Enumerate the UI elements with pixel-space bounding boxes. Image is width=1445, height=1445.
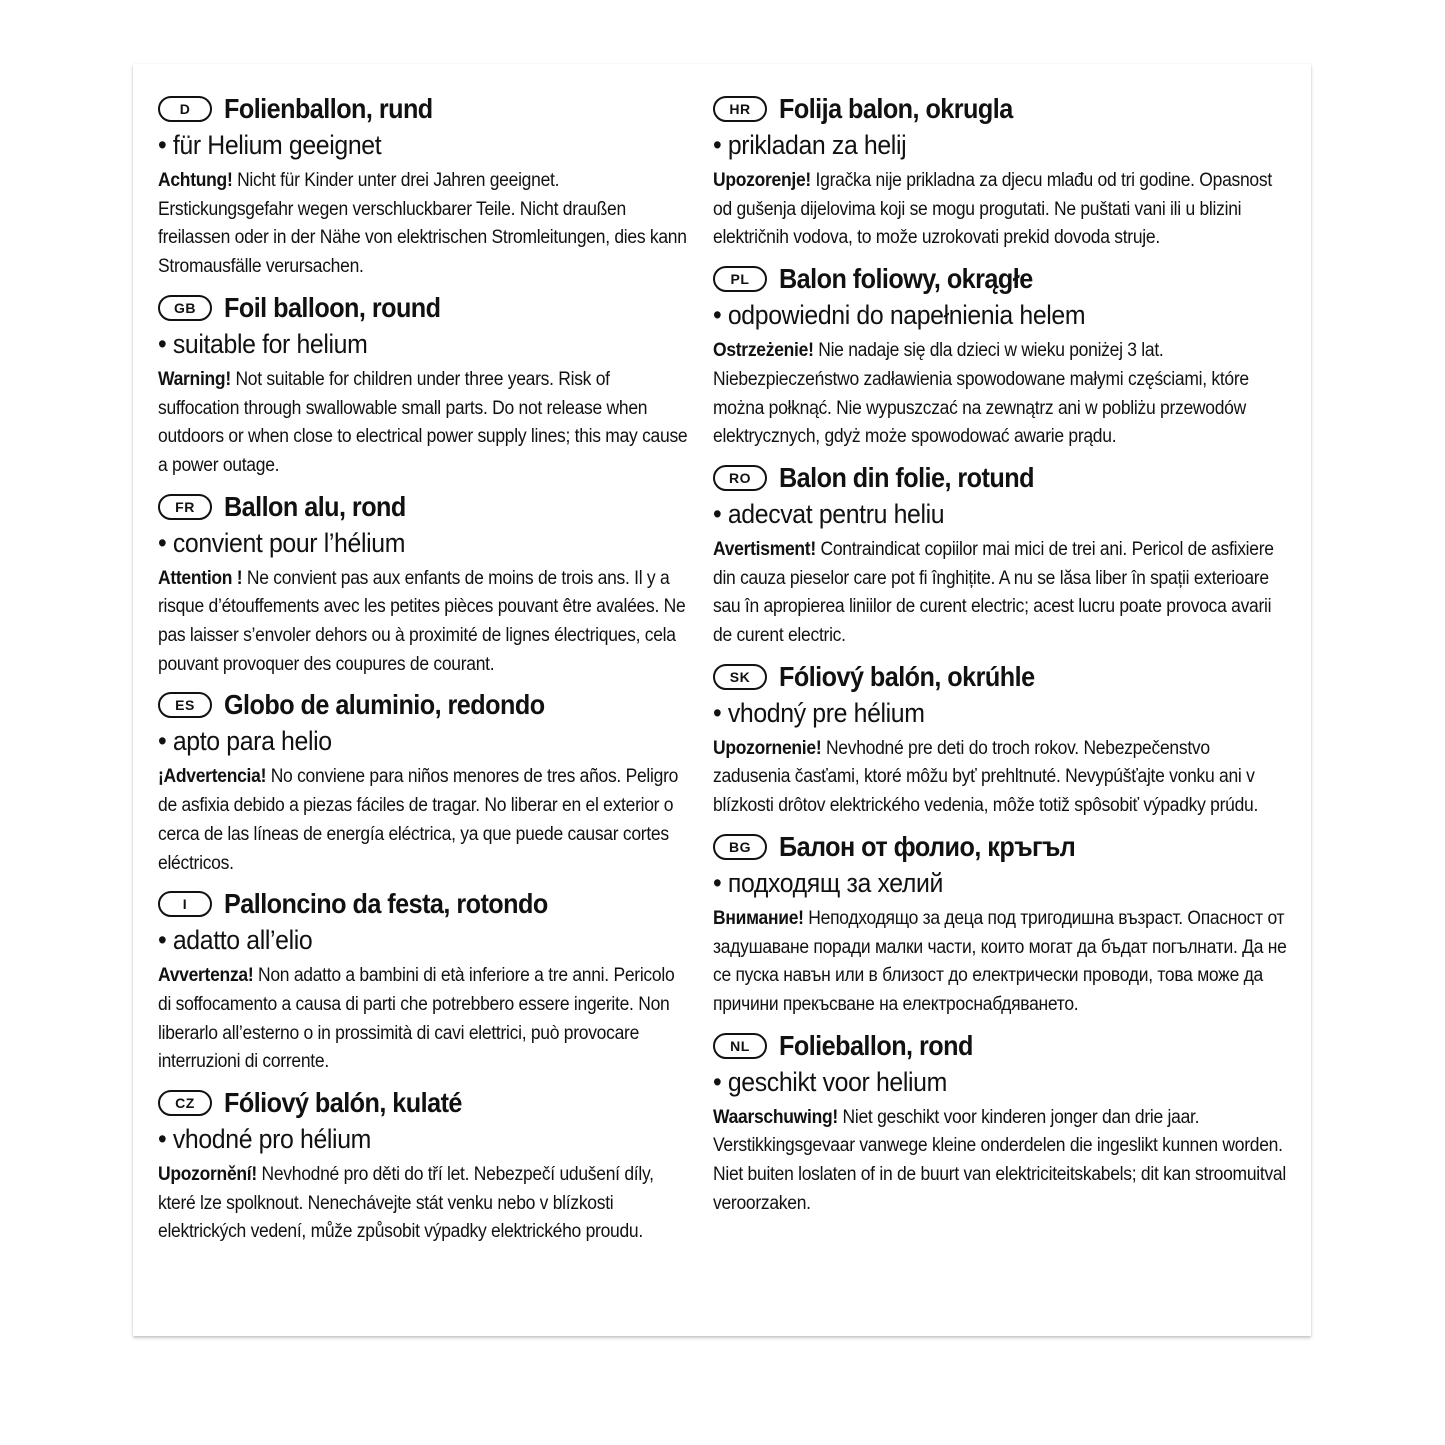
- section-heading: [158, 688, 693, 722]
- section-title: Folieballon, rond: [779, 1029, 973, 1061]
- warning-paragraph: [713, 1104, 1289, 1219]
- warning-label: Ostrzeżenie!: [713, 340, 814, 362]
- warning-label: Achtung!: [158, 170, 233, 191]
- section-subtitle: • prikladan za helij: [713, 130, 907, 160]
- section-heading: [158, 490, 693, 524]
- country-code-badge: PL: [713, 266, 767, 292]
- section-heading: [158, 887, 693, 921]
- warning-label: Upozorenje!: [713, 170, 811, 191]
- country-code-badge: SK: [713, 664, 767, 690]
- warning-label: Upozornenie!: [713, 737, 822, 759]
- section-title: Globo de aluminio, redondo: [224, 689, 545, 721]
- section-hr: [713, 92, 1293, 253]
- warning-text: Contraindicat copiilor mai mici de trei ani. Pericol de asfixiere din cauza pieselor care pot fi înghițite. A nu se lăsa liber în spații exterioare sau în apropierea liniilor de curent electric; acest lucru poate provoca avarii de curent electric.: [713, 538, 1274, 647]
- section-ro: [713, 461, 1293, 651]
- section-title: Fóliový balón, kulaté: [224, 1087, 462, 1119]
- section-heading: [713, 660, 1293, 694]
- warning-text: Non adatto a bambini di età inferiore a tre anni. Pericolo di soffocamento a causa di parti che potrebbero essere ingerite. Non liberarlo all’esterno o in prossimità di cavi elettrici, può provocare interruzioni di corrente.: [158, 965, 675, 1073]
- section-title: Балон от фолио, кръгъл: [779, 830, 1076, 862]
- section-subtitle: • geschikt voor helium: [713, 1066, 947, 1097]
- country-code-badge: GB: [158, 295, 212, 321]
- section-subtitle: • adecvat pentru heliu: [713, 498, 945, 529]
- warning-text: Not suitable for children under three years. Risk of suffocation through swallowable small parts. Do not release when outdoors or when close to electrical power supply lines; this may cause a power outage.: [158, 368, 688, 476]
- section-heading: [158, 291, 693, 325]
- warning-label: Waarschuwing!: [713, 1106, 838, 1128]
- section-heading: [713, 1029, 1293, 1063]
- section-title: Foil balloon, round: [224, 291, 441, 323]
- section-subtitle: • odpowiedni do napełnienia helem: [713, 300, 1086, 331]
- warning-paragraph: [713, 337, 1289, 452]
- warning-paragraph: [713, 167, 1289, 253]
- warning-text: No conviene para niños menores de tres años. Peligro de asfixia debido a piezas fáciles de tragar. No liberar en el exterior o cerca de las líneas de energía eléctrica, ya que puede causar cortes eléctricos.: [158, 766, 679, 874]
- section-sk: [713, 660, 1293, 821]
- country-code-badge: RO: [713, 465, 767, 491]
- warning-paragraph: [158, 1161, 690, 1247]
- warning-paragraph: [158, 167, 690, 282]
- section-heading: [713, 830, 1293, 864]
- section-title: Ballon alu, rond: [224, 490, 406, 522]
- country-code-badge: CZ: [158, 1090, 212, 1116]
- section-i: [158, 887, 693, 1077]
- warning-text: Niet geschikt voor kinderen jonger dan drie jaar. Verstikkingsgevaar vanwege kleine onderdelen die ingeslikt kunnen worden. Niet buiten loslaten of in de buurt van elektriciteitskabels; dit kan stroomuitval veroorzaken.: [713, 1106, 1286, 1214]
- warning-label-card: [133, 64, 1311, 1336]
- section-cz: [158, 1086, 693, 1247]
- warning-label: Avertisment!: [713, 538, 816, 560]
- warning-label: Attention !: [158, 567, 243, 589]
- country-code-badge: FR: [158, 494, 212, 520]
- warning-paragraph: [713, 735, 1289, 821]
- warning-paragraph: [158, 366, 690, 481]
- section-bg: [713, 830, 1293, 1020]
- section-title: Balon foliowy, okrągłe: [779, 263, 1033, 295]
- country-code-badge: HR: [713, 96, 767, 122]
- warning-text: Nevhodné pro děti do tří let. Nebezpečí udušení díly, které lze spolknout. Nenechávejte stát venku nebo v blízkosti elektrických vedení, může způsobit výpadky elektrického proudu.: [158, 1164, 654, 1243]
- warning-text: Nie nadaje się dla dzieci w wieku poniżej 3 lat. Niebezpieczeństwo zadławienia spowodowane małymi częściami, które można połknąć. Nie wypuszczać na zewnątrz ani w pobliżu przewodów elektrycznych, gdyż może spowodować awarie prądu.: [713, 340, 1249, 448]
- section-subtitle: • suitable for helium: [158, 328, 368, 359]
- section-title: Fóliový balón, okrúhle: [779, 660, 1035, 692]
- country-code-badge: ES: [158, 692, 212, 718]
- warning-paragraph: [158, 565, 690, 680]
- section-title: Balon din folie, rotund: [779, 461, 1034, 493]
- section-subtitle: • vhodný pre hélium: [713, 697, 925, 728]
- section-subtitle: • vhodné pro hélium: [158, 1124, 371, 1155]
- section-subtitle: • apto para helio: [158, 726, 332, 757]
- left-column: [158, 92, 693, 1256]
- warning-label: Upozornění!: [158, 1164, 257, 1186]
- warning-text: Igračka nije prikladna za djecu mlađu od tri godine. Opasnost od gušenja dijelovima koji se mogu progutati. Ne puštati vani ili u blizini električnih vodova, to može uzrokovati prekid dovoda struje.: [713, 170, 1272, 249]
- section-title: Palloncino da festa, rotondo: [224, 888, 548, 920]
- warning-text: Неподходящо за деца под тригодишна възраст. Опасност от задушаване поради малки части, които могат да бъдат погълнати. Да не се пуска навън или в близост до електрически проводи, това може да причини прекъсване на електроснабдяването.: [713, 907, 1287, 1015]
- warning-label: Внимание!: [713, 907, 804, 929]
- section-fr: [158, 490, 693, 680]
- country-code-badge: BG: [713, 834, 767, 860]
- section-heading: [713, 92, 1293, 126]
- warning-text: Nevhodné pre deti do troch rokov. Nebezpečenstvo zadusenia časťami, ktoré môžu byť prehltnuté. Nevypúšťajte vonku ani v blízkosti drôtov elektrického vedenia, môže totiž spôsobiť výpadky prúdu.: [713, 737, 1259, 817]
- section-heading: [713, 461, 1293, 495]
- right-column: [713, 92, 1293, 1227]
- section-es: [158, 688, 693, 878]
- section-heading: [713, 262, 1293, 296]
- warning-paragraph: [713, 905, 1289, 1020]
- section-subtitle: • adatto all’elio: [158, 925, 313, 956]
- warning-paragraph: [158, 763, 690, 878]
- warning-label: Warning!: [158, 368, 231, 390]
- section-heading: [158, 1086, 693, 1120]
- section-title: Folienballon, rund: [224, 93, 433, 124]
- country-code-badge: D: [158, 96, 212, 122]
- section-subtitle: • convient pour l’hélium: [158, 527, 406, 558]
- section-heading: [158, 92, 693, 126]
- warning-text: Nicht für Kinder unter drei Jahren geeignet. Erstickungsgefahr wegen verschluckbarer Teile. Nicht draußen freilassen oder in der Nähe von elektrischen Stromleitungen, dies kann Stromausfälle verursachen.: [158, 170, 687, 278]
- warning-text: Ne convient pas aux enfants de moins de trois ans. Il y a risque d’étouffements avec les petites pièces pouvant être avalées. Ne pas laisser s’envoler dehors ou à proximité de lignes électriques, cela pouvant provoquer des coupures de courant.: [158, 567, 686, 675]
- warning-label: Avvertenza!: [158, 965, 254, 987]
- section-subtitle: • подходящ за хелий: [713, 867, 943, 898]
- section-subtitle: • für Helium geeignet: [158, 130, 382, 160]
- country-code-badge: I: [158, 891, 212, 917]
- section-nl: [713, 1029, 1293, 1219]
- section-pl: [713, 262, 1293, 452]
- section-gb: [158, 291, 693, 481]
- section-d: [158, 92, 693, 282]
- warning-paragraph: [158, 962, 690, 1077]
- section-title: Folija balon, okrugla: [779, 93, 1013, 124]
- country-code-badge: NL: [713, 1033, 767, 1059]
- warning-paragraph: [713, 536, 1289, 651]
- warning-label: ¡Advertencia!: [158, 766, 267, 788]
